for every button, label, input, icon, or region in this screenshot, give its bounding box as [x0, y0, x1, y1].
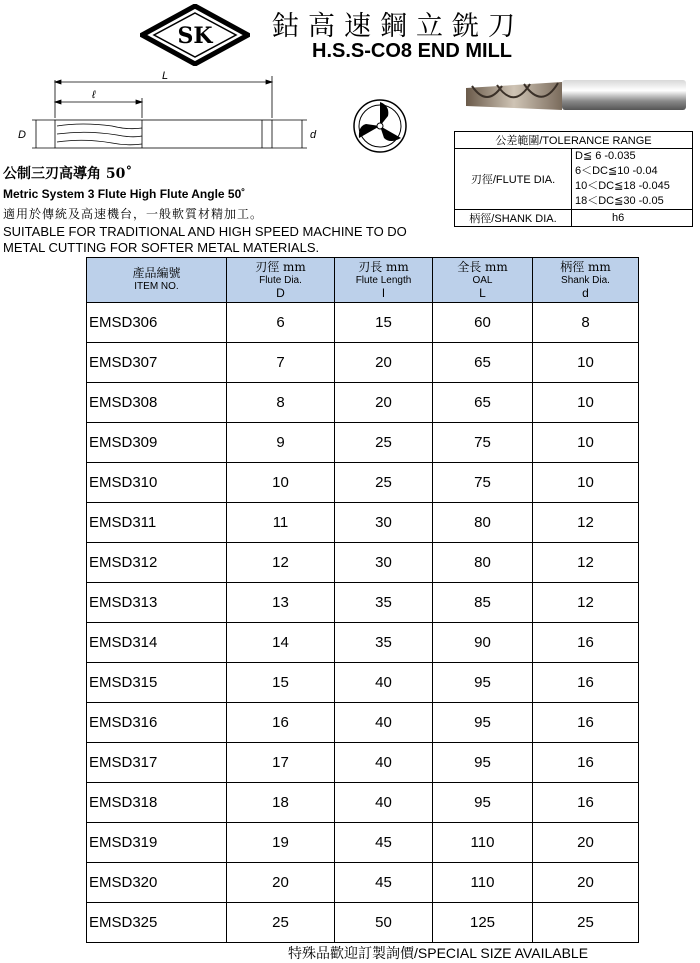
table-cell: 65	[433, 343, 533, 383]
table-cell: EMSD314	[87, 623, 227, 663]
table-cell: EMSD313	[87, 583, 227, 623]
table-cell: 95	[433, 663, 533, 703]
table-row	[87, 423, 639, 463]
table-cell: 12	[533, 503, 639, 543]
info-chinese-2: 適用於傳統及高速機台，一般軟質材精加工。	[3, 207, 264, 221]
table-cell: 25	[227, 903, 335, 943]
column-header-cn: 柄徑 mm	[560, 259, 611, 274]
table-cell: 80	[433, 543, 533, 583]
table-row	[87, 823, 639, 863]
table-cell: 10	[533, 423, 639, 463]
table-cell: 16	[533, 623, 639, 663]
flute-dia-values	[572, 149, 693, 210]
table-cell: 25	[335, 423, 433, 463]
table-cell: 125	[433, 903, 533, 943]
table-row	[87, 663, 639, 703]
table-cell: 10	[533, 343, 639, 383]
table-cell: 40	[335, 743, 433, 783]
column-header-sym: D	[276, 285, 285, 300]
dim-D-label: D	[18, 129, 26, 141]
table-header-row	[87, 258, 639, 303]
table-cell: 35	[335, 583, 433, 623]
column-header-cn: 產品編號	[132, 266, 181, 280]
table-cell: EMSD320	[87, 863, 227, 903]
table-cell: 13	[227, 583, 335, 623]
table-cell: 30	[335, 543, 433, 583]
table-cell: 12	[227, 543, 335, 583]
table-cell: 17	[227, 743, 335, 783]
info-english-3: METAL CUTTING FOR SOFTER METAL MATERIALS.	[3, 240, 320, 255]
table-cell: 15	[227, 663, 335, 703]
table-row	[87, 543, 639, 583]
column-header	[335, 258, 433, 303]
table-cell: 16	[533, 783, 639, 823]
footer-english: /SPECIAL SIZE AVAILABLE	[414, 945, 589, 961]
title-chinese: 鈷高速鋼立銑刀	[272, 11, 524, 42]
sk-logo	[140, 4, 250, 66]
column-header	[433, 258, 533, 303]
dim-d-label: d	[310, 129, 317, 141]
table-cell: 30	[335, 503, 433, 543]
table-cell: 12	[533, 583, 639, 623]
shank-dia-value: h6	[572, 210, 693, 227]
table-cell: EMSD325	[87, 903, 227, 943]
table-row	[87, 383, 639, 423]
table-cell: 75	[433, 423, 533, 463]
table-cell: 15	[335, 303, 433, 343]
table-cell: EMSD307	[87, 343, 227, 383]
table-row	[87, 623, 639, 663]
table-row	[87, 343, 639, 383]
table-cell: 14	[227, 623, 335, 663]
table-cell: 85	[433, 583, 533, 623]
table-cell: 35	[335, 623, 433, 663]
column-header-cn: 刃長 mm	[358, 259, 409, 274]
flute-tol-1: D≦ 6 -0.035	[575, 150, 636, 162]
table-cell: 10	[533, 383, 639, 423]
table-cell: 75	[433, 463, 533, 503]
table-cell: 95	[433, 703, 533, 743]
table-cell: 45	[335, 823, 433, 863]
flute-tol-4: 18＜DC≦30 -0.05	[575, 195, 664, 207]
table-row	[87, 783, 639, 823]
flute-tol-2: 6＜DC≦10 -0.04	[575, 165, 658, 177]
shank-dia-label: 柄徑/SHANK DIA.	[455, 210, 572, 227]
column-header	[533, 258, 639, 303]
table-cell: 16	[227, 703, 335, 743]
end-mill-drawing	[12, 68, 342, 168]
spec-table	[86, 257, 639, 943]
table-cell: 65	[433, 383, 533, 423]
table-cell: 16	[533, 663, 639, 703]
table-cell: EMSD310	[87, 463, 227, 503]
table-cell: 20	[533, 863, 639, 903]
table-row	[87, 463, 639, 503]
dim-L-label: L	[162, 70, 169, 82]
table-cell: 8	[533, 303, 639, 343]
column-header-en: ITEM NO.	[134, 281, 179, 292]
table-cell: 40	[335, 663, 433, 703]
table-cell: 16	[533, 703, 639, 743]
table-cell: EMSD316	[87, 703, 227, 743]
table-cell: 80	[433, 503, 533, 543]
column-header-sym: l	[382, 285, 385, 300]
logo-text: SK	[177, 23, 213, 49]
end-mill-photo	[462, 70, 690, 116]
table-cell: 9	[227, 423, 335, 463]
flute-dia-label: 刃徑/FLUTE DIA.	[455, 149, 572, 210]
column-header-cn: 刃徑 mm	[255, 259, 306, 274]
table-cell: 60	[433, 303, 533, 343]
table-cell: 50	[335, 903, 433, 943]
table-cell: 90	[433, 623, 533, 663]
table-cell: 12	[533, 543, 639, 583]
dim-l-label: ℓ	[92, 89, 96, 101]
info-chinese-1: 公制三刃高導角 50˚	[3, 166, 133, 182]
table-cell: 110	[433, 823, 533, 863]
footer-note	[288, 943, 588, 963]
table-cell: 20	[335, 343, 433, 383]
table-cell: EMSD319	[87, 823, 227, 863]
table-cell: 20	[227, 863, 335, 903]
table-cell: 20	[335, 383, 433, 423]
table-cell: 40	[335, 703, 433, 743]
table-cell: 25	[533, 903, 639, 943]
table-cell: EMSD308	[87, 383, 227, 423]
table-cell: 10	[227, 463, 335, 503]
table-cell: EMSD318	[87, 783, 227, 823]
table-row	[87, 503, 639, 543]
info-english-1: Metric System 3 Flute High Flute Angle 50˚	[3, 187, 246, 201]
table-cell: 110	[433, 863, 533, 903]
column-header-en: Flute Length	[355, 274, 412, 286]
column-header-sym: L	[479, 285, 486, 300]
info-english-2: SUITABLE FOR TRADITIONAL AND HIGH SPEED MACHINE TO DO	[3, 224, 407, 239]
table-cell: 45	[335, 863, 433, 903]
table-cell: 16	[533, 743, 639, 783]
table-cell: 20	[533, 823, 639, 863]
table-cell: EMSD317	[87, 743, 227, 783]
table-cell: EMSD309	[87, 423, 227, 463]
table-cell: 6	[227, 303, 335, 343]
table-row	[87, 743, 639, 783]
table-row	[87, 863, 639, 903]
tolerance-table	[454, 131, 693, 227]
column-header-en: Flute Dia.	[259, 274, 302, 286]
table-cell: 19	[227, 823, 335, 863]
table-cell: 8	[227, 383, 335, 423]
table-cell: 10	[533, 463, 639, 503]
column-header-en: OAL	[472, 274, 493, 286]
flute-tol-3: 10＜DC≦18 -0.045	[575, 180, 670, 192]
table-row	[87, 703, 639, 743]
table-cell: EMSD306	[87, 303, 227, 343]
table-cell: EMSD315	[87, 663, 227, 703]
column-header-sym: d	[582, 285, 589, 300]
table-row	[87, 583, 639, 623]
table-row	[87, 903, 639, 943]
table-cell: EMSD312	[87, 543, 227, 583]
column-header-cn: 全長 mm	[457, 259, 508, 274]
table-cell: 7	[227, 343, 335, 383]
tolerance-header: 公差範圍/TOLERANCE RANGE	[455, 132, 693, 149]
footer-chinese: 特殊品歡迎訂製詢價	[288, 946, 414, 962]
table-cell: 11	[227, 503, 335, 543]
column-header-en: Shank Dia.	[561, 274, 610, 286]
column-header	[227, 258, 335, 303]
table-row	[87, 303, 639, 343]
table-cell: EMSD311	[87, 503, 227, 543]
cross-section-icon	[350, 96, 410, 156]
table-cell: 95	[433, 783, 533, 823]
column-header	[87, 258, 227, 303]
table-cell: 18	[227, 783, 335, 823]
title-english: H.S.S-CO8 END MILL	[312, 40, 513, 62]
table-cell: 25	[335, 463, 433, 503]
table-cell: 40	[335, 783, 433, 823]
table-cell: 95	[433, 743, 533, 783]
